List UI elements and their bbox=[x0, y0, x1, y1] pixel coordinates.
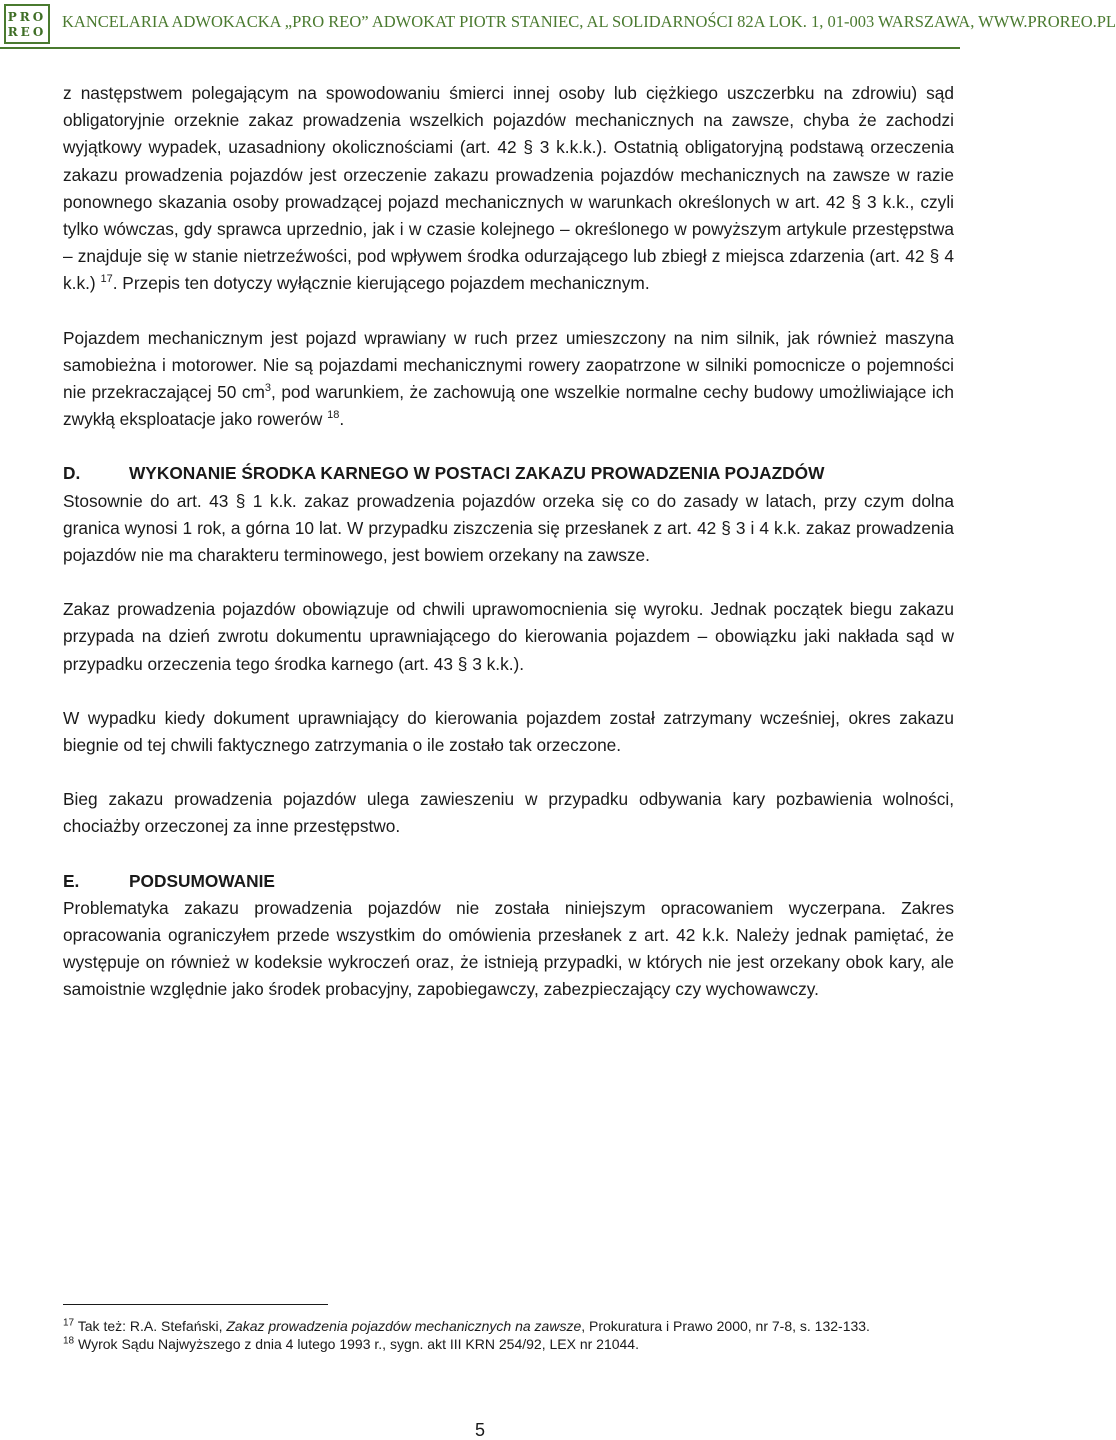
section-letter: D. bbox=[63, 463, 81, 484]
superscript-cubic: 3 bbox=[264, 382, 272, 395]
section-heading-d bbox=[63, 460, 954, 487]
footnote-17 bbox=[63, 1318, 954, 1336]
firm-header-line: KANCELARIA ADWOKACKA „PRO REO” ADWOKAT PIOTR STANIEC, AL SOLIDARNOŚCI 82A LOK. 1, 01-003 WARSZAWA, WWW.PROREO.PL bbox=[62, 12, 1116, 31]
paragraph-text: , pod warunkiem, że zachowują one wszelkie normalne cechy budowy umożliwiające ich zwykłą eksploatacje jako rowerów bbox=[63, 382, 954, 430]
footnote-text: Tak też: R.A. Stefański, bbox=[74, 1318, 227, 1334]
paragraph-motor-vehicle-definition bbox=[63, 325, 954, 434]
paragraph-ban-suspension: Bieg zakazu prowadzenia pojazdów ulega zawieszeniu w przypadku odbywania kary pozbawienia wolności, chociażby orzeczonej za inne przestępstwo. bbox=[63, 789, 954, 837]
firm-logo bbox=[4, 4, 50, 44]
footnotes bbox=[63, 1318, 954, 1353]
paragraph-text: . Przepis ten dotyczy wyłącznie kierującego pojazdem mechanicznym. bbox=[112, 273, 650, 294]
footnote-ref-17[interactable]: 17 bbox=[100, 273, 113, 286]
footnote-18 bbox=[63, 1336, 954, 1354]
document-body bbox=[63, 80, 954, 1004]
paragraph-text: z następstwem polegającym na spowodowaniu śmierci innej osoby lub ciężkiego uszczerbku na zdrowiu) sąd obligatoryjnie orzeknie zakaz prowadzenia wszelkich pojazdów mechanicznych na zawsze, chyba że zachodzi wyjątkowy wypadek, uzasadniony okolicznościami (art. 42 § 3 k.k.k.). Ostatnią obligatoryjną podstawą orzeczenia zakazu prowadzenia pojazdów jest orzeczenie zakazu prowadzenia pojazdów mechanicznych na zawsze w razie ponownego skazania osoby prowadzącej pojazd mechanicznych w warunkach określonych w art. 42 § 3 k.k., czyli tylko wówczas, gdy sprawca uprzednio, jak i w czasie kolejnego – określonego w powyższym artykule przestępstwa – znajduje się w stanie nietrzeźwości, pod wpływem środka odurzającego lub zbiegł z miejsca zdarzenia (art. 42 § 4 k.k.) bbox=[63, 83, 954, 294]
footnote-title: Zakaz prowadzenia pojazdów mechanicznych na zawsze bbox=[226, 1318, 582, 1334]
paragraph-summary: Problematyka zakazu prowadzenia pojazdów nie została niniejszym opracowaniem wyczerpana. Zakres opracowania ograniczyłem przede wszystkim do omówienia przesłanek z art. 42 k.k. Należy jednak pamiętać, że występuje on również w kodeksie wykroczeń oraz, że istnieją przypadki, w których nie jest orzekany obok kary, ale samoistnie względnie jako środek probacyjny, zapobiegawczy, zabezpieczający czy wychowawczy. bbox=[63, 897, 954, 1000]
footnote-number: 17 bbox=[63, 1317, 75, 1329]
section-title: WYKONANIE ŚRODKA KARNEGO W POSTACI ZAKAZU PROWADZENIA POJAZDÓW bbox=[129, 463, 825, 484]
logo-text-bottom: REO bbox=[7, 25, 47, 39]
paragraph-ban-start: Zakaz prowadzenia pojazdów obowiązuje od chwili uprawomocnienia się wyroku. Jednak początek biegu zakazu przypada na dzień zwrotu dokumentu uprawniającego do kierowania pojazdem – obowiązku jaki nakłada sąd w przypadku orzeczenia tego środka karnego (art. 43 § 3 k.k.). bbox=[63, 599, 954, 674]
section-heading-e bbox=[63, 868, 954, 895]
header-divider bbox=[0, 47, 960, 49]
paragraph-text: . bbox=[339, 409, 345, 430]
footnote-divider bbox=[63, 1304, 328, 1305]
paragraph-document-retention: W wypadku kiedy dokument uprawniający do kierowania pojazdem został zatrzymany wcześniej, okres zakazu biegnie od tej chwili faktycznego zatrzymania o ile zostało tak orzeczone. bbox=[63, 707, 954, 756]
footnote-ref-18[interactable]: 18 bbox=[327, 409, 340, 422]
footnote-text: , Prokuratura i Prawo 2000, nr 7-8, s. 132-133. bbox=[581, 1318, 870, 1334]
paragraph-obligatory-ban bbox=[63, 80, 954, 298]
paragraph-text: Pojazdem mechanicznym jest pojazd wprawiany w ruch przez umieszczony na nim silnik, jak również maszyna samobieżna i motorower. Nie są pojazdami mechanicznymi rowery zaopatrzone w silniki pomocnicze o pojemności nie przekraczającej 50 cm bbox=[63, 327, 954, 403]
footnote-number: 18 bbox=[63, 1334, 75, 1346]
logo-text-top: PRO bbox=[7, 10, 47, 24]
page-number: 5 bbox=[474, 1420, 485, 1440]
paragraph-ban-duration: Stosownie do art. 43 § 1 k.k. zakaz prowadzenia pojazdów orzeka się co do zasady w latach, przy czym dolna granica wynosi 1 rok, a górna 10 lat. W przypadku ziszczenia się przesłanek z art. 42 § 3 i 4 k.k. zakaz prowadzenia pojazdów nie ma charakteru terminowego, jest bowiem orzekany na zawsze. bbox=[63, 490, 954, 566]
section-letter: E. bbox=[63, 870, 80, 891]
footnote-text: Wyrok Sądu Najwyższego z dnia 4 lutego 1993 r., sygn. akt III KRN 254/92, LEX nr 21044. bbox=[74, 1335, 639, 1352]
section-title: PODSUMOWANIE bbox=[129, 870, 275, 891]
